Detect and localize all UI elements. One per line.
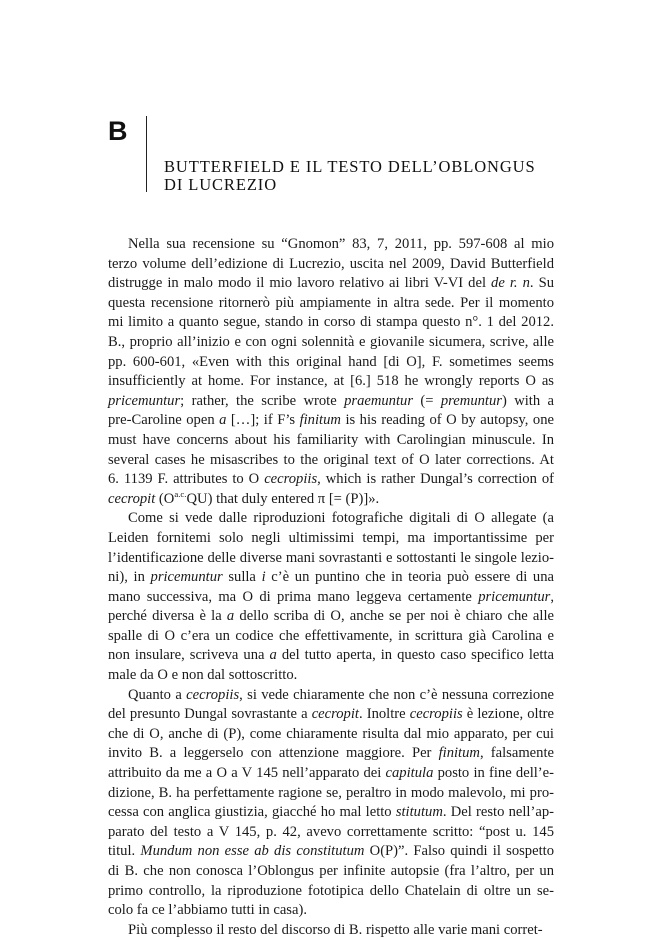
text-run: ) with a xyxy=(501,392,554,409)
italic-text: a xyxy=(226,608,235,625)
text-line xyxy=(108,646,554,666)
text-line xyxy=(108,705,554,725)
text-line xyxy=(108,509,554,529)
text-line xyxy=(108,451,554,471)
text-line xyxy=(108,764,554,784)
text-line xyxy=(108,529,554,549)
text-run: invito B. a leggerselo con attenzione maggiore. Per xyxy=(108,745,439,762)
italic-text: a xyxy=(269,647,277,664)
italic-text: a xyxy=(219,412,227,429)
text-line xyxy=(108,255,554,275)
italic-text: Mundum non esse ab dis constitutum xyxy=(140,843,365,860)
text-line xyxy=(108,392,554,412)
text-line xyxy=(108,313,554,333)
text-line xyxy=(108,588,554,608)
text-run: pp. 600-601, «Even with this original hand [di O], F. sometimes seems xyxy=(108,353,554,370)
text-run: questa recensione ritornerò più ampiamente in altra sede. Per il momento xyxy=(108,294,554,311)
text-run: must have concerns about his familiarity with Carolingian minuscule. In xyxy=(108,431,554,448)
text-run: ; rather, the scribe wrote xyxy=(180,392,345,409)
text-line xyxy=(108,353,554,373)
text-run: terzo volume dell’edizione di Lucrezio, uscita nel 2009, David Butterfield xyxy=(108,255,554,272)
text-run: mi limito a quanto segue, stando in corso di stampa questo n°. 1 del 2012. xyxy=(108,314,554,331)
text-line xyxy=(108,411,554,431)
text-run: pre-Caroline open xyxy=(108,412,220,429)
italic-text: cecropit xyxy=(311,706,359,723)
text-run: , xyxy=(550,588,554,605)
text-run: distrugge in malo modo il mio lavoro relativo ai libri V-VI del xyxy=(108,275,492,292)
superscript: a.c. xyxy=(174,488,187,499)
text-run: is his reading of O by autopsy, one xyxy=(340,412,554,429)
text-run: Più complesso il resto del discorso di B. rispetto alle varie mani corret- xyxy=(128,921,543,938)
text-line xyxy=(108,666,554,686)
text-run: Quanto a xyxy=(128,686,187,703)
text-run: che di O, anche di (P), come chiaramente risulta dal mio apparato, per cui xyxy=(108,725,554,742)
section-letter: B xyxy=(108,116,128,146)
chapter-title-line: BUTTERFIELD E IL TESTO DELL’OBLONGUS xyxy=(164,157,536,176)
text-run: posto in fine dell’e- xyxy=(433,765,555,782)
text-run: . Del resto nell’ap- xyxy=(442,804,554,821)
italic-text: premuntur xyxy=(440,392,502,409)
text-run: cessa con anglica giustizia, giacché ho mal letto xyxy=(108,804,396,821)
text-run: mano successiva, ma O di prima mano leggeva certamente xyxy=(108,588,479,605)
text-line xyxy=(108,568,554,588)
text-line xyxy=(108,294,554,314)
text-run: del presunto Dungal sovrastante a xyxy=(108,706,312,723)
text-line xyxy=(108,627,554,647)
italic-text: finitum xyxy=(299,412,341,429)
text-line xyxy=(108,431,554,451)
text-run: Nella sua recensione su “Gnomon” 83, 7, 2011, pp. 597-608 al mio xyxy=(128,236,554,252)
text-line xyxy=(108,842,554,862)
text-run: è lezione, oltre xyxy=(462,706,554,723)
text-line xyxy=(108,470,554,490)
text-line xyxy=(108,235,554,255)
italic-text: i xyxy=(261,569,266,586)
chapter-title xyxy=(164,158,604,194)
italic-text: finitum xyxy=(438,745,480,762)
text-run: del tutto aperta, in questo caso specifico letta xyxy=(276,647,554,664)
vertical-rule xyxy=(146,116,147,192)
text-line xyxy=(108,823,554,843)
text-run: insufficiently at home. For instance, at [6.] 518 he wrongly reports O as xyxy=(108,373,554,390)
text-line xyxy=(108,862,554,882)
italic-text: pricemuntur xyxy=(108,392,181,409)
text-run: dello scriba di O, anche se per noi è chiaro che alle xyxy=(234,608,554,625)
text-line xyxy=(108,686,554,706)
italic-text: cecropiis xyxy=(409,706,463,723)
text-run: colo fa ce l’abbiamo tutti in casa). xyxy=(108,902,307,919)
text-run: male da O e non dal sottoscritto. xyxy=(108,667,298,684)
text-line xyxy=(108,901,554,921)
text-run: B., proprio all’inizio e con ogni solennità e giovanile sicumera, scrive, alle xyxy=(108,333,554,350)
italic-text: cecropiis xyxy=(186,686,240,703)
text-line xyxy=(108,333,554,353)
text-run: parato del testo a V 145, p. 42, avevo correttamente scritto: “post u. 145 xyxy=(108,823,554,840)
text-line xyxy=(108,921,554,940)
paragraph xyxy=(108,686,554,921)
text-line xyxy=(108,803,554,823)
body-text xyxy=(108,235,554,940)
text-run: , which is rather Dungal’s correction of xyxy=(317,471,555,488)
paragraph xyxy=(108,509,554,685)
text-run: . Inoltre xyxy=(358,706,410,723)
italic-text: praemuntur xyxy=(344,392,414,409)
text-run: di B. che non conosca l’Oblongus per infinite autopsie (fra l’altro, per un xyxy=(108,863,554,879)
italic-text: cecropiis xyxy=(264,471,318,488)
text-run: spalle di O c’era un codice che effettivamente, in scrittura già Carolina e xyxy=(108,627,554,644)
text-line xyxy=(108,725,554,745)
text-line xyxy=(108,607,554,627)
text-run: (O xyxy=(155,490,175,507)
text-line xyxy=(108,744,554,764)
text-run: titul. xyxy=(108,843,141,860)
text-run: several cases he misascribes to the original text of O later corrections. At xyxy=(108,451,554,468)
text-run: c’è un puntino che in teoria può essere di una xyxy=(265,569,554,586)
text-run: Leiden fornitemi solo negli ultimissimi tempi, ma importantissime per xyxy=(108,529,554,546)
text-line xyxy=(108,882,554,902)
text-line xyxy=(108,549,554,569)
text-run: primo controllo, la riproduzione fototipica dello Chatelain di oltre un se- xyxy=(108,882,554,899)
text-run: perché diversa è la xyxy=(108,608,227,625)
text-run: […]; if F’s xyxy=(226,412,300,429)
text-run: Come si vede dalle riproduzioni fotografiche digitali di O allegate (a xyxy=(128,510,554,527)
italic-text: de r. n xyxy=(491,275,530,292)
text-run: non insulare, scriveva una xyxy=(108,647,270,664)
text-run: (= xyxy=(413,392,441,409)
text-run: sulla xyxy=(222,569,262,586)
text-run: O(P)”. Falso quindi il sospetto xyxy=(364,843,554,860)
text-run: l’identificazione delle diverse mani sovrastanti e sottostanti le singole lezio- xyxy=(108,549,554,566)
text-line xyxy=(108,372,554,392)
text-run: , si vede chiaramente che non c’è nessuna correzione xyxy=(239,686,554,703)
text-line xyxy=(108,784,554,804)
text-run: dizione, B. ha perfettamente ragione se, peraltro in modo malevolo, mi pro- xyxy=(108,784,554,801)
italic-text: cecropit xyxy=(108,490,156,507)
text-line xyxy=(108,274,554,294)
text-line xyxy=(108,490,554,510)
text-run: attribuito da me a O a V 145 nell’apparato dei xyxy=(108,765,386,782)
paragraph xyxy=(108,235,554,509)
italic-text: capitula xyxy=(385,765,434,782)
text-run: . Su xyxy=(529,275,555,292)
chapter-title-line: DI LUCREZIO xyxy=(164,175,278,194)
italic-text: stitutum xyxy=(395,804,443,821)
italic-text: pricemuntur xyxy=(478,588,551,605)
text-run: QU) that duly entered π [= (P)]». xyxy=(186,490,380,507)
paragraph xyxy=(108,921,554,940)
text-run: ni), in xyxy=(108,569,151,586)
italic-text: pricemuntur xyxy=(150,569,223,586)
text-run: , falsamente xyxy=(479,745,554,762)
text-run: 6. 1139 F. attributes to O xyxy=(108,471,265,488)
